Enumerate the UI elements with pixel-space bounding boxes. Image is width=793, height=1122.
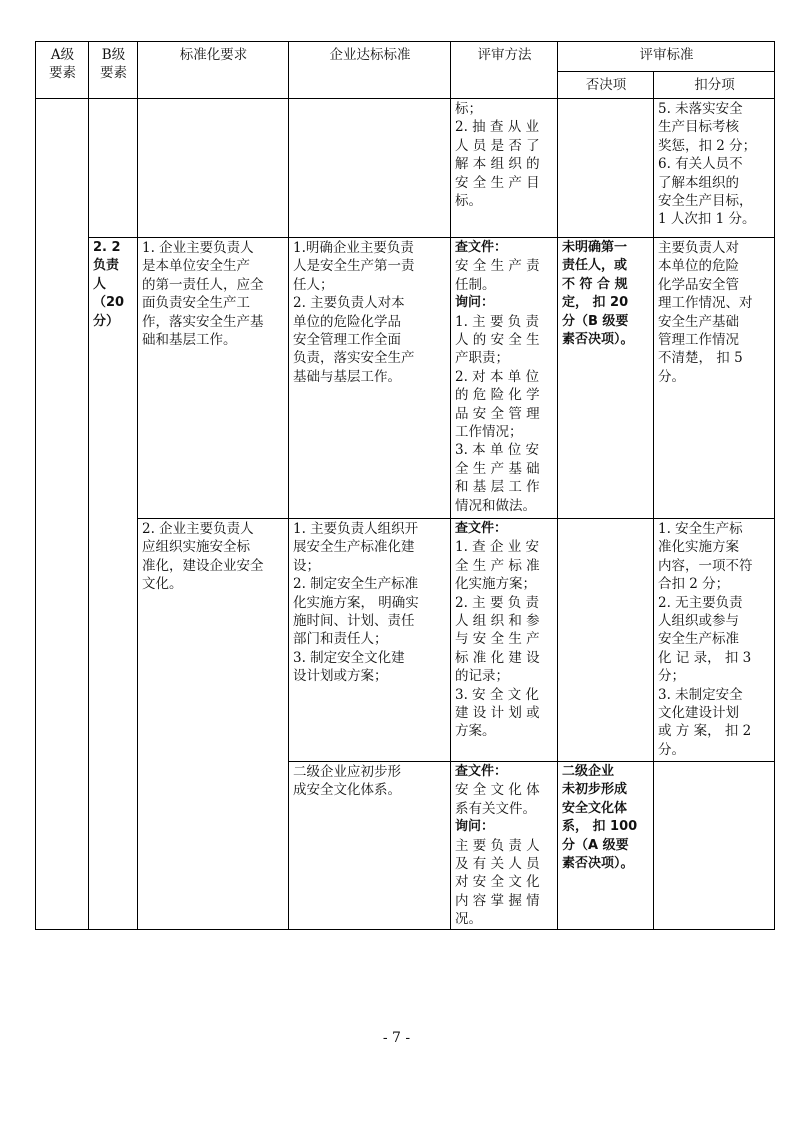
cell-line: 2. 对 本 单 位 [455, 368, 540, 385]
cell-line: 作，落实安全生产基 [142, 313, 264, 330]
cell-line: 方案。 [455, 723, 496, 740]
cell-line: 标 准 化 建 设 [455, 649, 540, 666]
cell-line: 本单位的危险 [658, 258, 739, 275]
cell-line: 内 容 掌 握 情 [455, 892, 540, 909]
header-standard: 企业达标标准 [289, 42, 451, 99]
cell-line: 任制。 [455, 276, 496, 293]
cell-line: 6. 有关人员不 [658, 156, 743, 173]
cell-line: 系， 扣 100 [562, 819, 638, 835]
cell-line: 文化。 [142, 576, 183, 593]
page-number: - 7 - [382, 1030, 411, 1046]
cell-line: 3. 本 单 位 安 [455, 442, 540, 459]
a-level-cell [36, 99, 89, 930]
cell-line: 2. 抽 查 从 业 [455, 119, 540, 136]
header-b-level [89, 42, 138, 99]
cell-line: 未明确第一 [562, 240, 628, 255]
method-cell [451, 762, 558, 930]
header-requirement: 标准化要求 [138, 42, 289, 99]
cell-line: 施时间、计划、责任 [293, 613, 415, 630]
requirement-cell [138, 99, 289, 238]
cell-line: 查文件： [455, 764, 508, 779]
cell-line: 系有关文件。 [455, 800, 536, 817]
cell-line: 5. 未落实安全 [658, 101, 743, 117]
cell-line: 1. 安全生产标 [658, 521, 743, 537]
deduction-cell [654, 762, 775, 930]
cell-line: 设； [293, 557, 320, 574]
cell-line: 安 全 生 产 责 [455, 258, 540, 275]
cell-line: 产职责； [455, 350, 509, 367]
standard-cell [289, 762, 451, 930]
cell-line: 对 安 全 文 化 [455, 874, 540, 891]
cell-line: 询问： [455, 295, 495, 311]
cell-line: 素否决项）。 [562, 332, 634, 348]
cell-line: 定， 扣 20 [562, 295, 629, 311]
cell-line: 内容，一项不符 [658, 557, 753, 574]
cell-line: 安全管理工作全面 [293, 332, 401, 349]
cell-line: 2. 主要负责人对本 [293, 295, 405, 312]
cell-line: 管理工作情况 [658, 332, 739, 349]
cell-line: 准化，建设企业安全 [142, 557, 264, 574]
header-criteria: 评审标准 [558, 42, 775, 72]
veto-cell [558, 99, 654, 238]
cell-line: 工作情况； [455, 424, 523, 441]
cell-line: 1. 主 要 负 责 [455, 313, 540, 330]
table-row [36, 99, 775, 238]
cell-line: 应组织实施安全标 [142, 539, 250, 556]
cell-line: 不清楚， 扣 5 [658, 350, 743, 367]
cell-line: 3. 未制定安全 [658, 686, 743, 703]
b-level-cell [89, 99, 138, 238]
cell-line: 展安全生产标准化建 [293, 539, 415, 556]
table-row [36, 238, 775, 519]
cell-line: 合扣 2 分； [658, 576, 730, 593]
cell-line: 部门和责任人； [293, 631, 388, 648]
standard-cell [289, 238, 451, 519]
header-line: 要素 [100, 65, 127, 82]
cell-line: 分） [93, 313, 120, 329]
cell-line: 分（B 级要 [562, 313, 629, 329]
requirement-cell [138, 238, 289, 519]
deduction-cell [654, 99, 775, 238]
cell-line: 础和基层工作。 [142, 332, 237, 349]
cell-line: 的记录； [455, 668, 509, 685]
deduction-cell [654, 519, 775, 762]
cell-line: 2. 2 [93, 240, 121, 255]
b-level-cell [89, 238, 138, 930]
veto-cell [558, 238, 654, 519]
cell-line: 准化实施方案 [658, 539, 739, 556]
cell-line: 设计划或方案； [293, 668, 388, 685]
cell-line: 2. 企业主要负责人 [142, 521, 254, 537]
cell-line: 主要负责人对 [658, 240, 739, 256]
standard-cell [289, 99, 451, 238]
cell-line: 单位的危险化学品 [293, 313, 401, 330]
cell-line: 不 符 合 规 [562, 276, 628, 292]
cell-line: 是本单位安全生产 [142, 258, 250, 275]
veto-cell [558, 519, 654, 762]
cell-line: 任人； [293, 276, 334, 293]
cell-line: 文化建设计划 [658, 705, 739, 722]
method-cell [451, 519, 558, 762]
veto-cell [558, 762, 654, 930]
requirement-cell [138, 519, 289, 930]
cell-line: 分（A 级要 [562, 837, 629, 853]
cell-line: 人 员 是 否 了 [455, 137, 540, 154]
cell-line: 人组织或参与 [658, 613, 739, 630]
cell-line: 安全生产标准 [658, 631, 739, 648]
cell-line: 查文件： [455, 521, 508, 536]
cell-line: 分。 [658, 368, 685, 385]
cell-line: 3. 安 全 文 化 [455, 686, 540, 703]
cell-line: 基础与基层工作。 [293, 368, 401, 385]
cell-line: 了解本组织的 [658, 174, 739, 191]
table-row [36, 519, 775, 762]
cell-line: 询问： [455, 819, 495, 835]
cell-line: 1. 查 企 业 安 [455, 539, 540, 556]
cell-line: 安 全 生 产 目 [455, 174, 540, 191]
cell-line: 化 记 录， 扣 3 [658, 649, 752, 666]
cell-line: 1.明确企业主要负责 [293, 240, 414, 256]
method-cell [451, 238, 558, 519]
cell-line: 情况和做法。 [455, 497, 536, 514]
cell-line: 分； [658, 668, 685, 685]
cell-line: 负责，落实安全生产 [293, 350, 415, 367]
cell-line: 安全文化体 [562, 800, 628, 816]
cell-line: 全 生 产 标 准 [455, 557, 540, 574]
cell-line: 和 基 层 工 作 [455, 479, 540, 496]
cell-line: 素否决项）。 [562, 856, 634, 872]
cell-line: 化学品安全管 [658, 276, 739, 293]
cell-line: 查文件： [455, 240, 508, 255]
header-veto: 否决项 [558, 72, 654, 99]
cell-line: 1. 主要负责人组织开 [293, 521, 419, 537]
cell-line: 1. 企业主要负责人 [142, 240, 254, 256]
cell-line: 建 设 计 划 或 [455, 705, 540, 722]
cell-line: 2. 无主要负责 [658, 594, 743, 611]
method-cell [451, 99, 558, 238]
cell-line: 分。 [658, 741, 685, 758]
cell-line: 成安全文化体系。 [293, 782, 401, 799]
cell-line: 标； [455, 101, 482, 117]
cell-line: 标。 [455, 193, 482, 210]
cell-line: 生产目标考核 [658, 119, 739, 136]
cell-line: 责任人，或 [562, 258, 628, 274]
header-deduction: 扣分项 [654, 72, 775, 99]
cell-line: 品 安 全 管 理 [455, 405, 540, 422]
cell-line: 人 的 安 全 生 [455, 332, 540, 349]
cell-line: 或 方 案， 扣 2 [658, 723, 752, 740]
cell-line: 况。 [455, 911, 482, 928]
cell-line: 3. 制定安全文化建 [293, 649, 405, 666]
cell-line: 人 [93, 276, 107, 292]
header-line: 要素 [49, 65, 76, 82]
header-line: A级 [50, 47, 75, 63]
cell-line: 面负责安全生产工 [142, 295, 250, 312]
cell-line: （20 [93, 295, 125, 311]
cell-line: 负责 [93, 258, 120, 274]
cell-line: 二级企业 [562, 764, 615, 779]
cell-line: 人是安全生产第一责 [293, 258, 415, 275]
cell-line: 2. 主 要 负 责 [455, 594, 540, 611]
cell-line: 安全生产目标， [658, 193, 753, 210]
header-line: B级 [101, 47, 126, 63]
cell-line: 未初步形成 [562, 782, 628, 798]
cell-line: 与 安 全 生 产 [455, 631, 540, 648]
cell-line: 奖惩，扣 2 分； [658, 137, 757, 154]
header-method: 评审方法 [451, 42, 558, 99]
cell-line: 解 本 组 织 的 [455, 156, 540, 173]
cell-line: 的 危 险 化 学 [455, 387, 540, 404]
evaluation-standard-table [35, 41, 775, 930]
cell-line: 化实施方案， 明确实 [293, 594, 419, 611]
cell-line: 1 人次扣 1 分。 [658, 211, 756, 228]
cell-line: 安 全 文 化 体 [455, 782, 540, 799]
cell-line: 二级企业应初步形 [293, 764, 401, 780]
cell-line: 2. 制定安全生产标准 [293, 576, 419, 593]
cell-line: 的第一责任人，应全 [142, 276, 264, 293]
cell-line: 理工作情况、对 [658, 295, 753, 312]
cell-line: 安全生产基础 [658, 313, 739, 330]
cell-line: 化实施方案； [455, 576, 536, 593]
cell-line: 主 要 负 责 人 [455, 837, 540, 854]
header-a-level [36, 42, 89, 99]
standard-cell [289, 519, 451, 762]
cell-line: 人 组 织 和 参 [455, 613, 540, 630]
deduction-cell [654, 238, 775, 519]
cell-line: 全 生 产 基 础 [455, 460, 540, 477]
cell-line: 及 有 关 人 员 [455, 856, 540, 873]
